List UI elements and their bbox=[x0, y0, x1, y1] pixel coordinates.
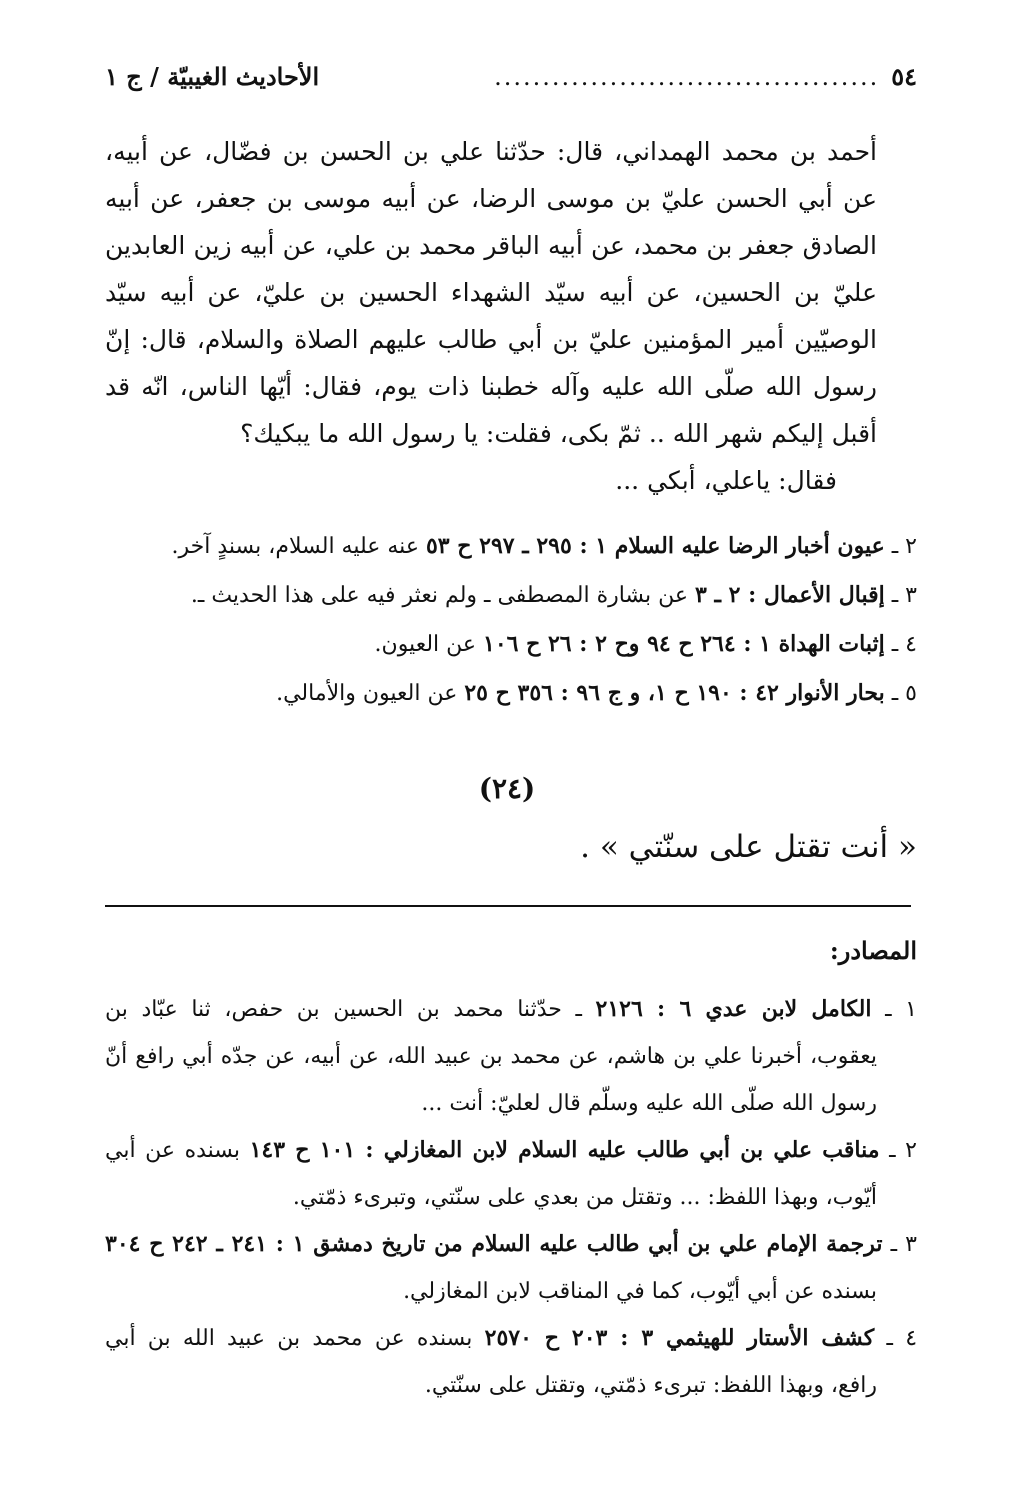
reference-title: إثبات الهداة ١ : ٢٦٤ ح ٩٤ وح ٢ : ٢٦ ح ١٠٦ bbox=[483, 631, 885, 657]
reference-number: ٣ ـ bbox=[891, 583, 917, 608]
source-item bbox=[105, 1315, 917, 1409]
hadith-quote: « أنت تقتل على سنّتي » . bbox=[580, 829, 917, 865]
sources-heading: المصادر: bbox=[829, 936, 917, 965]
source-title: الكامل لابن عدي ٦ : ٢١٢٦ bbox=[595, 996, 872, 1022]
reference-item bbox=[105, 522, 917, 571]
source-item bbox=[105, 1221, 917, 1315]
reference-title: عيون أخبار الرضا عليه السلام ١ : ٢٩٥ ـ ٢٩٧ ح ٥٣ bbox=[425, 533, 885, 559]
source-first-line bbox=[105, 1221, 917, 1268]
source-text: ـ حدّثنا محمد بن الحسين بن حفص، ثنا عبّاد بن bbox=[105, 997, 596, 1022]
leader-dots: ........................................ bbox=[494, 63, 880, 91]
section-divider bbox=[105, 905, 911, 907]
reference-title: إقبال الأعمال : ٢ ـ ٣ bbox=[695, 582, 885, 608]
reference-text: عن العيون. bbox=[374, 632, 483, 657]
page-number: ٥٤ bbox=[891, 62, 917, 91]
hadith-number: (٢٤) bbox=[478, 772, 536, 805]
reference-text: عنه عليه السلام، بسندٍ آخر. bbox=[171, 534, 426, 559]
reference-text: عن العيون والأمالي. bbox=[276, 681, 465, 706]
reference-number: ٥ ـ bbox=[891, 681, 917, 706]
book-title: الأحاديث الغيبيّة / ج ١ bbox=[105, 62, 320, 91]
source-title: ترجمة الإمام علي بن أبي طالب عليه السلام من تاريخ دمشق ١ : ٢٤١ ـ ٢٤٢ ح ٣٠٤ bbox=[105, 1231, 883, 1257]
sources-list bbox=[105, 986, 917, 1409]
source-text: بسنده عن أبي bbox=[105, 1138, 250, 1163]
running-header bbox=[105, 52, 917, 92]
main-paragraph: أحمد بن محمد الهمداني، قال: حدّثنا علي بن الحسن بن فضّال، عن أبيه، عن أبي الحسن عليّ بن موسى الرضا، عن أبيه موسى بن جعفر، عن أبيه الصادق جعفر بن محمد، عن أبيه الباقر محمد بن علي، عن أبيه زين العابدين عليّ بن الحسين، عن أبيه سيّد الشهداء الحسين بن عليّ، عن أبيه سيّد الوصيّين أمير المؤمنين عليّ بن أبي طالب عليهم الصلاة والسلام، قال: إنّ رسول الله صلّى الله عليه وآله خطبنا ذات يوم، فقال: أيّها الناس، انّه قد أقبل إليكم شهر الله .. ثمّ بكى، فقلت: يا رسول الله ما يبكيك؟ bbox=[105, 137, 877, 448]
reference-number: ٢ ـ bbox=[891, 534, 917, 559]
reference-title: بحار الأنوار ٤٢ : ١٩٠ ح ١، و ج ٩٦ : ٣٥٦ ح ٢٥ bbox=[464, 680, 885, 706]
hadith-chain-text bbox=[105, 128, 917, 504]
source-first-line bbox=[105, 986, 917, 1033]
source-first-line bbox=[105, 1315, 917, 1362]
source-continuation: بسنده عن أبي أيّوب، كما في المناقب لابن المغازلي. bbox=[403, 1279, 877, 1304]
reference-number: ٤ ـ bbox=[891, 632, 917, 657]
source-first-line bbox=[105, 1127, 917, 1174]
reference-item bbox=[105, 620, 917, 669]
source-continuation: أيّوب، وبهذا اللفظ: ... وتقتل من بعدي على سنّتي، وتبرىء ذمّتي. bbox=[292, 1185, 877, 1210]
source-number: ٤ ـ bbox=[886, 1326, 918, 1351]
main-paragraph-2: فقال: ياعلي، أبكي ... bbox=[615, 466, 837, 495]
source-number: ٢ ـ bbox=[889, 1138, 917, 1163]
source-continuation: رافع، وبهذا اللفظ: تبرىء ذمّتي، وتقتل على سنّتي. bbox=[424, 1373, 877, 1398]
source-item bbox=[105, 986, 917, 1127]
source-title: مناقب علي بن أبي طالب عليه السلام لابن المغازلي : ١٠١ ح ١٤٣ bbox=[249, 1137, 880, 1163]
source-number: ٣ ـ bbox=[890, 1232, 917, 1257]
source-item bbox=[105, 1127, 917, 1221]
source-number: ١ ـ bbox=[885, 997, 917, 1022]
reference-item bbox=[105, 669, 917, 718]
source-title: كشف الأستار للهيثمي ٣ : ٢٠٣ ح ٢٥٧٠ bbox=[484, 1325, 875, 1351]
source-text: بسنده عن محمد بن عبيد الله بن أبي bbox=[105, 1326, 485, 1351]
reference-text: عن بشارة المصطفى ـ ولم نعثر فيه على هذا الحديث ـ. bbox=[190, 583, 696, 608]
source-continuation: يعقوب، أخبرنا علي بن هاشم، عن محمد بن عبيد الله، عن أبيه، عن جدّه أبي رافع أنّ رسول الله صلّى الله عليه وسلّم قال لعليّ: أنت ... bbox=[105, 1044, 877, 1116]
reference-item bbox=[105, 571, 917, 620]
references-list-top bbox=[105, 522, 917, 718]
